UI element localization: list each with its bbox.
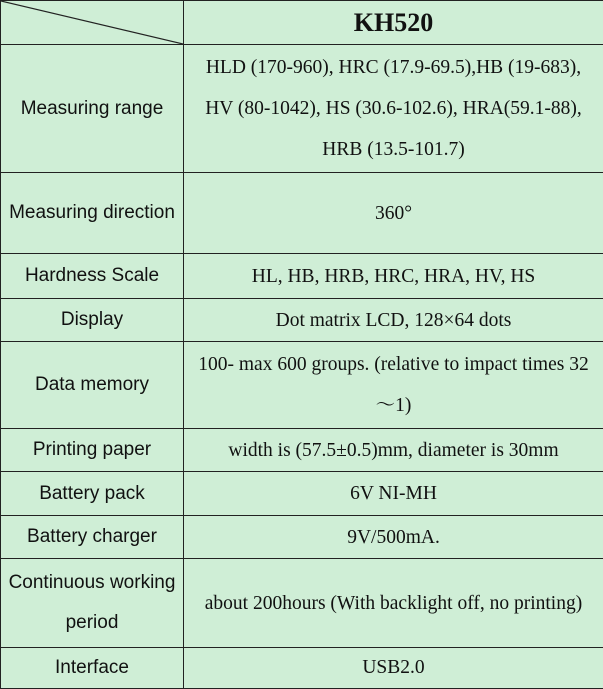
row-value-data-memory: 100- max 600 groups. (relative to impact times 32～1) bbox=[184, 342, 603, 429]
row-value-measuring-range: HLD (170-960), HRC (17.9-69.5),HB (19-683), HV (80-1042), HS (30.6-102.6), HRA(59.1-88), HRB (13.5-101.7) bbox=[184, 45, 603, 173]
table-row bbox=[1, 342, 603, 429]
row-value-interface: USB2.0 bbox=[184, 648, 603, 689]
header-row bbox=[1, 1, 603, 45]
row-label-measuring-range: Measuring range bbox=[1, 45, 184, 173]
row-label-printing-paper: Printing paper bbox=[1, 429, 184, 472]
row-label-hardness-scale: Hardness Scale bbox=[1, 254, 184, 299]
row-label-data-memory: Data memory bbox=[1, 342, 184, 429]
table-row bbox=[1, 45, 603, 173]
row-label-interface: Interface bbox=[1, 648, 184, 689]
row-value-printing-paper: width is (57.5±0.5)mm, diameter is 30mm bbox=[184, 429, 603, 472]
table-row bbox=[1, 472, 603, 516]
row-label-battery-charger: Battery charger bbox=[1, 516, 184, 559]
row-label-continuous-working-period: Continuous working period bbox=[1, 559, 184, 648]
row-value-display: Dot matrix LCD, 128×64 dots bbox=[184, 299, 603, 342]
table-row bbox=[1, 429, 603, 472]
table-row bbox=[1, 648, 603, 689]
row-value-hardness-scale: HL, HB, HRB, HRC, HRA, HV, HS bbox=[184, 254, 603, 299]
table-row bbox=[1, 516, 603, 559]
table-row bbox=[1, 559, 603, 648]
table-row bbox=[1, 254, 603, 299]
table-row bbox=[1, 299, 603, 342]
row-value-battery-charger: 9V/500mA. bbox=[184, 516, 603, 559]
row-value-measuring-direction: 360° bbox=[184, 173, 603, 254]
row-label-display: Display bbox=[1, 299, 184, 342]
row-value-battery-pack: 6V NI-MH bbox=[184, 472, 603, 516]
diagonal-line-icon bbox=[1, 1, 183, 44]
corner-cell bbox=[1, 1, 184, 45]
row-value-continuous-working-period: about 200hours (With backlight off, no printing) bbox=[184, 559, 603, 648]
row-label-battery-pack: Battery pack bbox=[1, 472, 184, 516]
table-row bbox=[1, 173, 603, 254]
row-label-measuring-direction: Measuring direction bbox=[1, 173, 184, 254]
model-name: KH520 bbox=[184, 1, 603, 45]
